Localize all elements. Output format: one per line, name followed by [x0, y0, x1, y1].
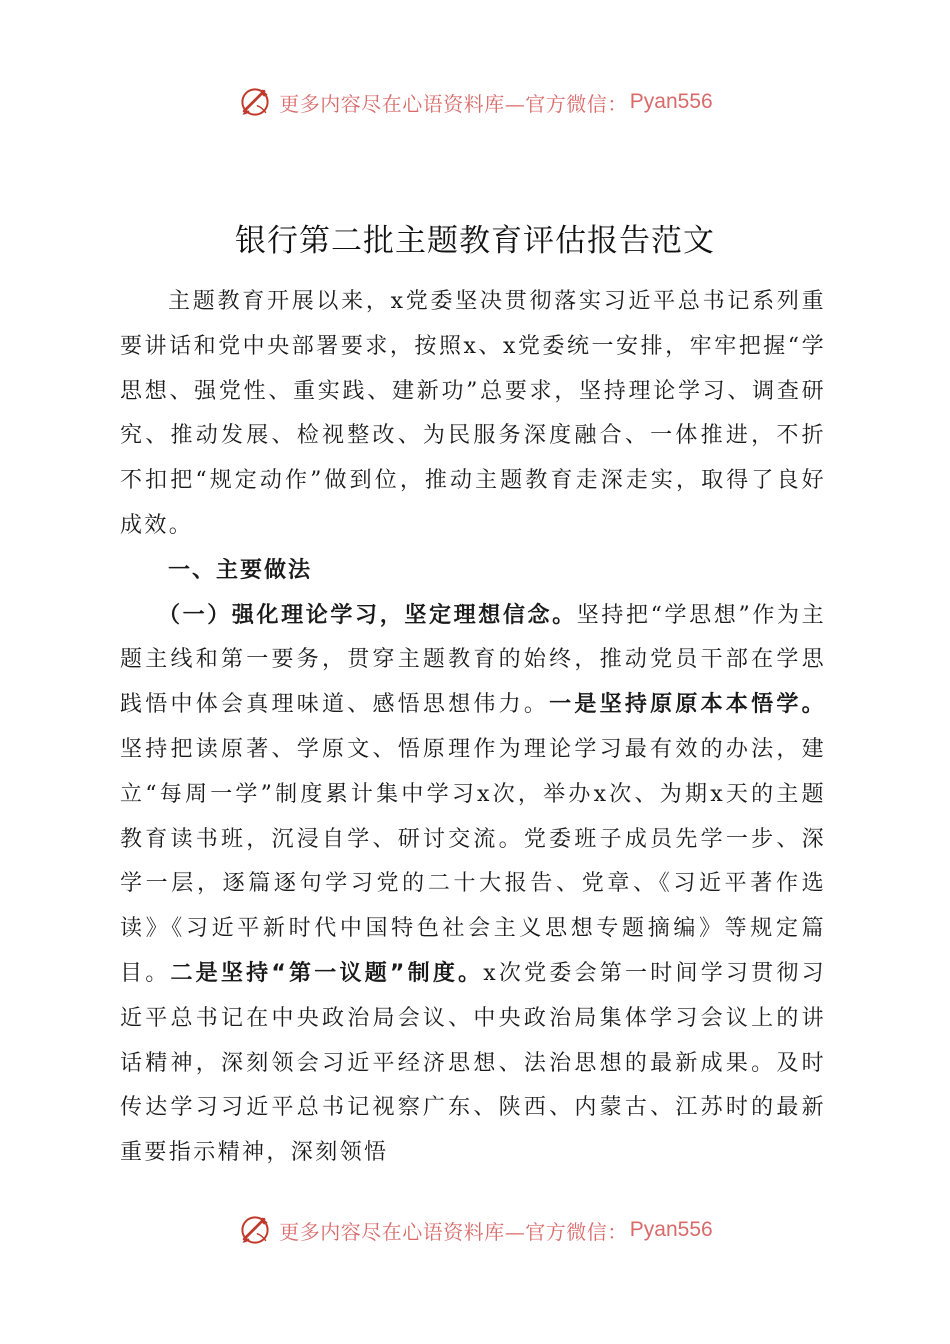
section-heading-main-practices: 一、主要做法	[168, 557, 313, 583]
watermark-text: 更多内容尽在心语资料库—官方微信：	[279, 91, 628, 116]
watermark-wechat-id: Pyan556	[629, 90, 713, 113]
watermark-header	[0, 80, 950, 124]
watermark-text: 更多内容尽在心语资料库—官方微信：	[279, 1219, 628, 1244]
watermark-wechat-id: Pyan556	[629, 1218, 713, 1241]
document-title: 银行第二批主题教育评估报告范文	[235, 223, 715, 259]
point-heading-original-study: 一是坚持原原本本悟学。	[549, 692, 826, 718]
watermark-footer	[0, 1208, 950, 1252]
intro-paragraph: 主题教育开展以来，x党委坚决贯彻落实习近平总书记系列重要讲话和党中央部署要求，按照x、x党委统一安排，牢牢把握“学思想、强党性、重实践、建新功”总要求，坚持理论学习、调查研究、推动发展、检视整改、为民服务深度融合、一体推进，不折不扣把“规定动作”做到位，推动主题教育走深走实，取得了良好成效。	[120, 289, 826, 538]
point-text-first-agenda: x次党委会第一时间学习贯彻习近平总书记在中央政治局会议、中央政治局集体学习会议上的讲话精神，深刻领会习近平经济思想、法治思想的最新成果。及时传达学习习近平总书记视察广东、陕西、内蒙古、江苏时的最新重要指示精神，深刻领悟	[120, 960, 826, 1166]
subsection-paragraph-theory-study	[120, 594, 826, 1176]
pen-logo-icon	[237, 84, 273, 120]
point-text-original-study: 坚持把读原著、学原文、悟原理作为理论学习最有效的办法，建立“每周一学”制度累计集中学习x次，举办x次、为期x天的主题教育读书班，沉浸自学、研讨交流。党委班子成员先学一步、深学一层，逐篇逐句学习党的二十大报告、党章、《习近平著作选读》《习近平新时代中国特色社会主义思想专题摘编》等规定篇目。	[120, 736, 826, 986]
subsection-text-theory-study: 坚持把“学思想”作为主题主线和第一要务，贯穿主题教育的始终，推动党员干部在学思践悟中体会真理味道、感悟思想伟力。	[120, 602, 826, 718]
pen-logo-icon	[237, 1212, 273, 1248]
subsection-heading-theory-study: （一）强化理论学习，坚定理想信念。	[158, 602, 577, 628]
document-body	[120, 280, 826, 1176]
point-heading-first-agenda: 二是坚持“第一议题”制度。	[170, 960, 484, 986]
